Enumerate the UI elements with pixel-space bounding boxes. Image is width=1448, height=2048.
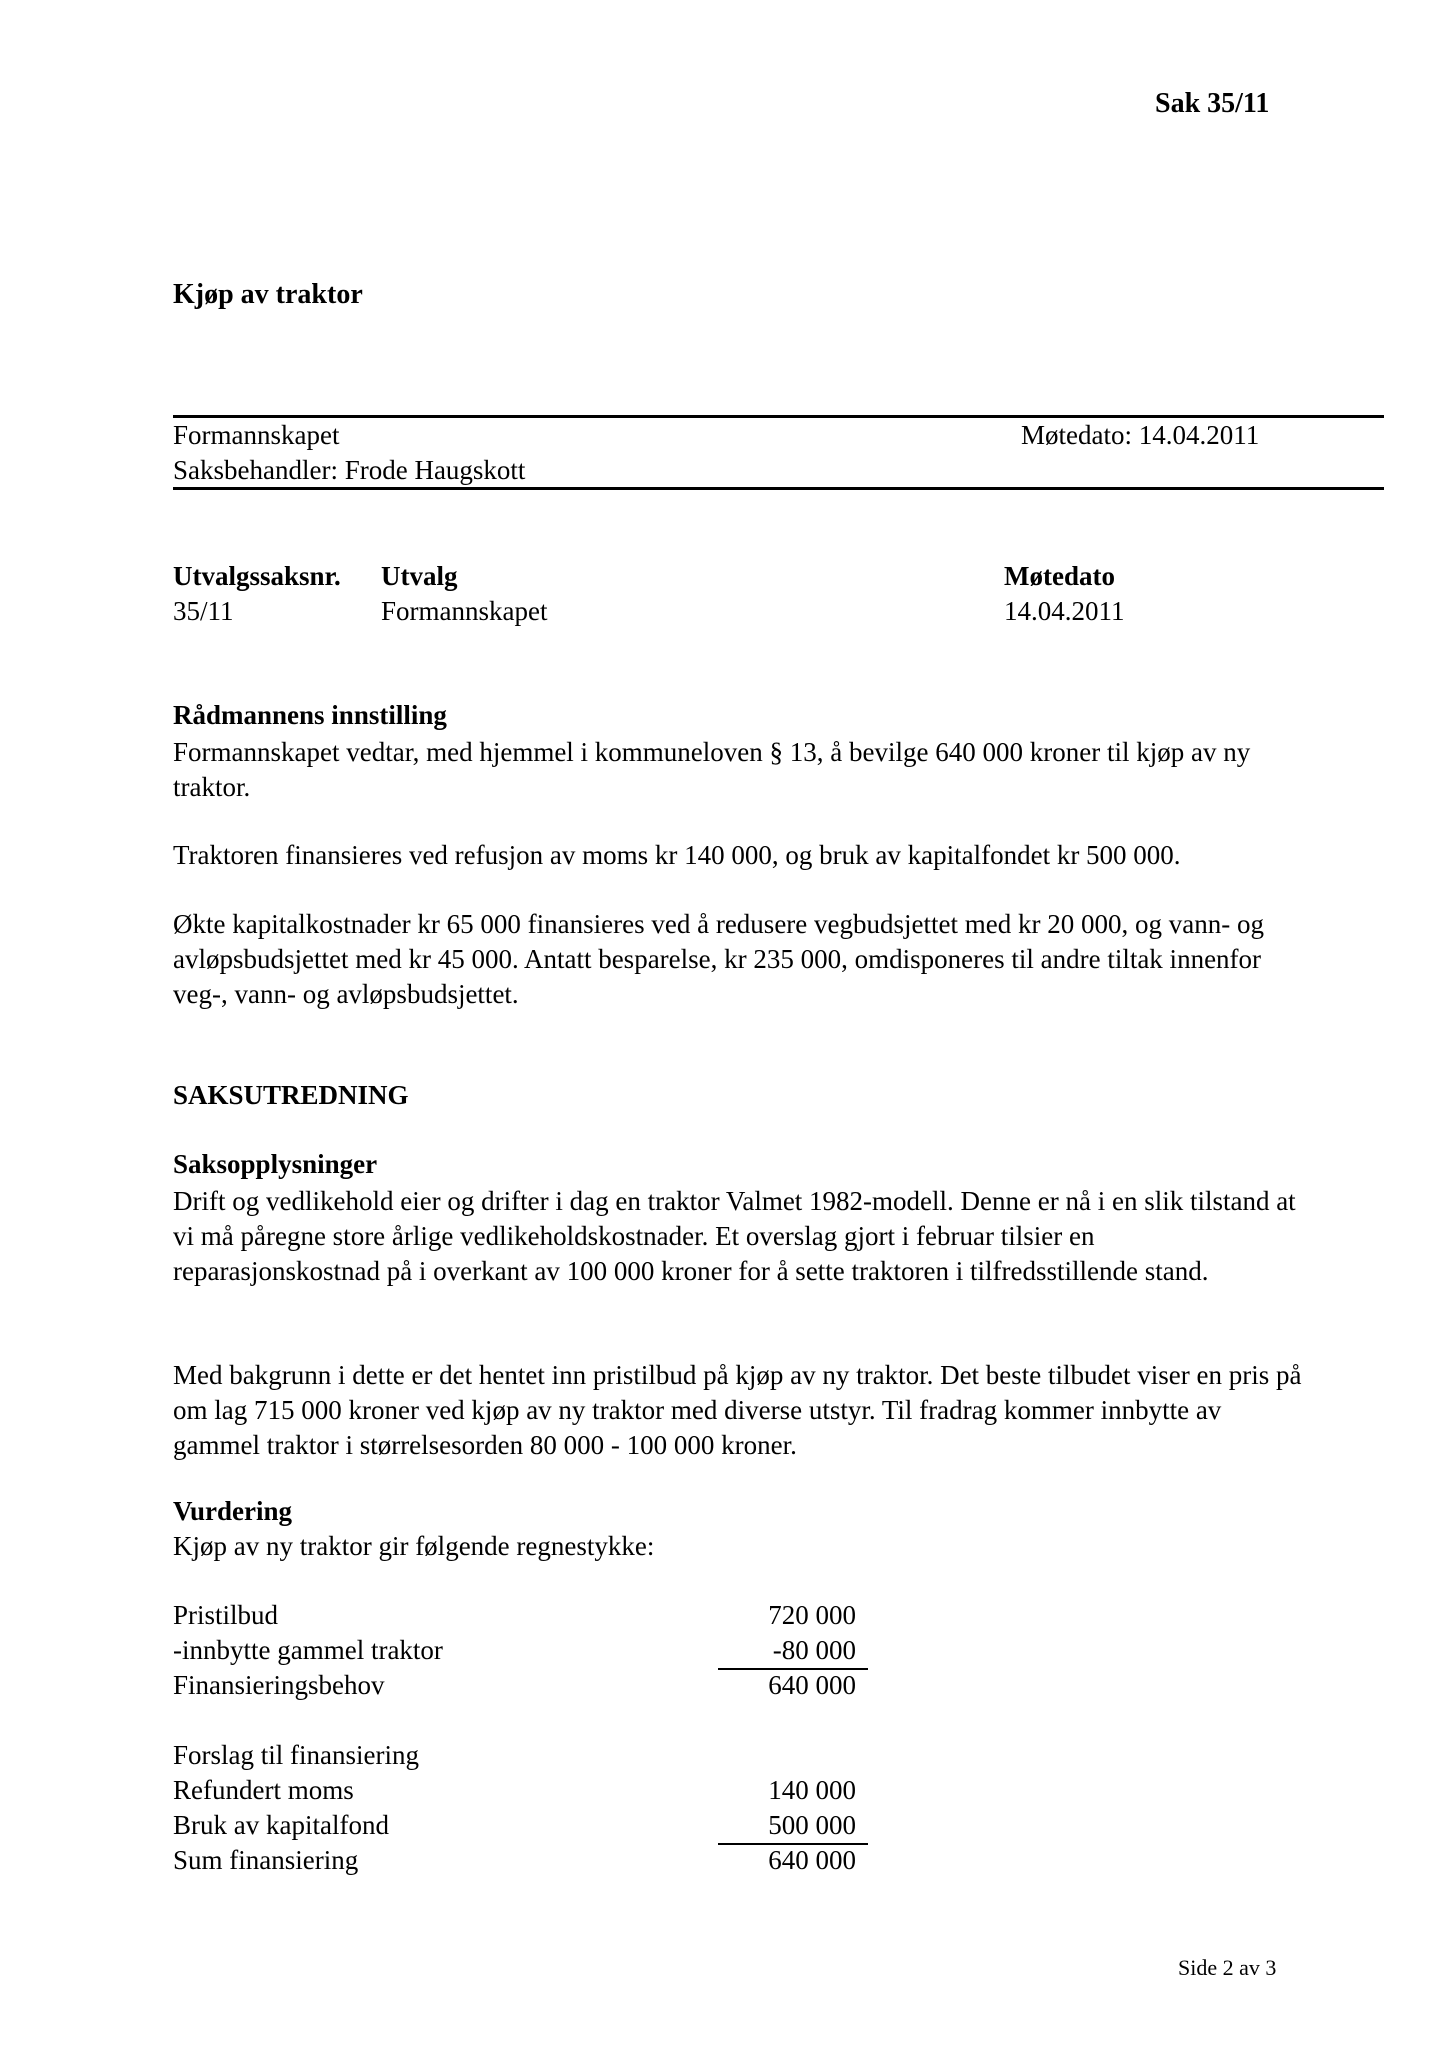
table-header-meeting-date: Møtedato xyxy=(1004,561,1115,591)
recommendation-heading: Rådmannens innstilling xyxy=(173,700,447,730)
page-number: Side 2 av 3 xyxy=(1178,1955,1277,1980)
recommendation-paragraph-3: Økte kapitalkostnader kr 65 000 finansieres ved å redusere vegbudsjettet med kr 20 000, og vann- og avløpsbudsjettet med kr 45 000. Antatt besparelse, kr 235 000, omdisponeres til andre tiltak innenfor veg-, vann- og avløpsbudsjettet. xyxy=(173,909,1264,1009)
assessment-heading: Vurdering xyxy=(173,1496,293,1526)
financing-label-fund: Bruk av kapitalfond xyxy=(173,1810,389,1840)
table-cell-committee: Formannskapet xyxy=(381,596,548,626)
calc-amount-need: 640 000 xyxy=(768,1670,856,1700)
table-header-case-number: Utvalgssaksnr. xyxy=(173,561,341,591)
calc-amount-tradein: -80 000 xyxy=(772,1635,856,1665)
case-reference: Sak 35/11 xyxy=(1155,88,1270,119)
financing-amount-vat: 140 000 xyxy=(768,1775,856,1805)
financing-amount-fund: 500 000 xyxy=(768,1810,856,1840)
financing-label-vat: Refundert moms xyxy=(173,1775,354,1805)
bottom-divider xyxy=(173,487,1384,490)
financing-amount-sum: 640 000 xyxy=(768,1845,856,1875)
assessment-intro: Kjøp av ny traktor gir følgende regnestykke: xyxy=(173,1531,655,1561)
calc-label-tradein: -innbytte gammel traktor xyxy=(173,1635,443,1665)
table-cell-case-number: 35/11 xyxy=(173,596,234,626)
calc-label-price: Pristilbud xyxy=(173,1600,279,1630)
financing-heading: Forslag til finansiering xyxy=(173,1740,419,1770)
top-divider xyxy=(173,415,1384,418)
report-heading: SAKSUTREDNING xyxy=(173,1080,409,1110)
calc-amount-price: 720 000 xyxy=(768,1600,856,1630)
recommendation-paragraph-2: Traktoren finansieres ved refusjon av moms kr 140 000, og bruk av kapitalfondet kr 500 000. xyxy=(173,840,1181,870)
recommendation-paragraph-1: Formannskapet vedtar, med hjemmel i kommuneloven § 13, å bevilge 640 000 kroner til kjøp av ny traktor. xyxy=(173,737,1251,802)
calc-label-need: Finansieringsbehov xyxy=(173,1670,385,1700)
table-cell-meeting-date: 14.04.2011 xyxy=(1004,596,1125,626)
committee-name: Formannskapet xyxy=(173,420,340,450)
table-header-committee: Utvalg xyxy=(381,561,458,591)
case-officer: Saksbehandler: Frode Haugskott xyxy=(173,455,526,485)
info-paragraph-2: Med bakgrunn i dette er det hentet inn pristilbud på kjøp av ny traktor. Det beste tilbudet viser en pris på om lag 715 000 kroner ved kjøp av ny traktor med diverse utstyr. Til fradrag kommer innbytte av gammel traktor i størrelsesorden 80 000 - 100 000 kroner. xyxy=(173,1360,1302,1460)
meeting-date: Møtedato: 14.04.2011 xyxy=(1021,420,1260,450)
info-heading: Saksopplysninger xyxy=(173,1149,378,1179)
financing-label-sum: Sum finansiering xyxy=(173,1845,359,1875)
info-paragraph-1: Drift og vedlikehold eier og drifter i dag en traktor Valmet 1982-modell. Denne er nå i en slik tilstand at vi må påregne store årlige vedlikeholdskostnader. Et overslag gjort i februar tilsier en reparasjonskostnad på i overkant av 100 000 kroner for å sette traktoren i tilfredsstillende stand. xyxy=(173,1186,1296,1286)
page-title: Kjøp av traktor xyxy=(173,279,363,310)
